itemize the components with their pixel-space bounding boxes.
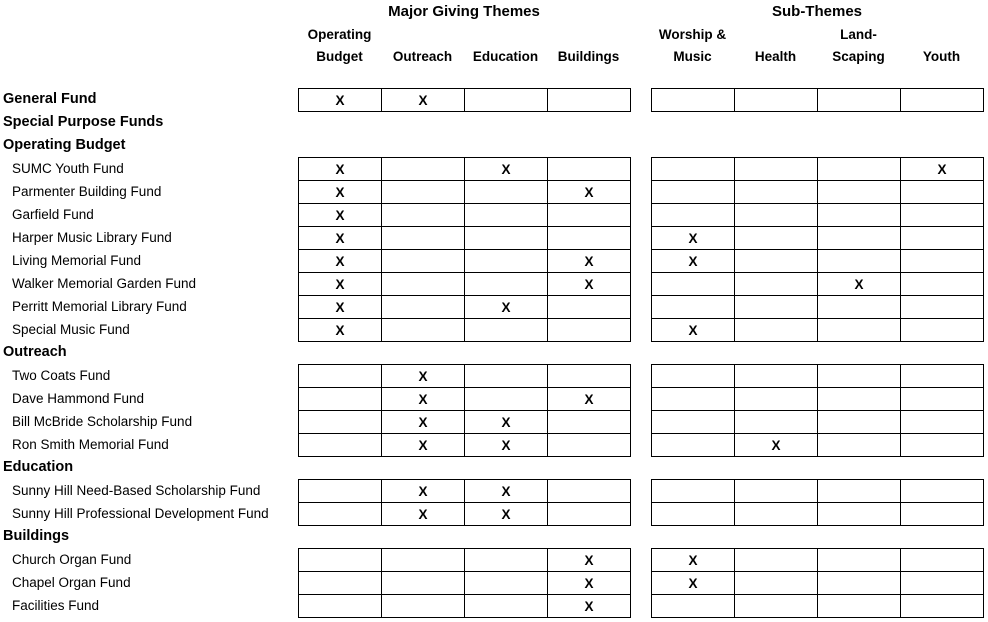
table-row (299, 158, 631, 181)
table-cell: X (652, 572, 735, 595)
table-row (652, 503, 984, 526)
sub-themes-grid (651, 157, 984, 342)
table-cell (735, 250, 818, 273)
table-cell (652, 503, 735, 526)
table-cell: X (548, 273, 631, 296)
table-cell: X (299, 296, 382, 319)
table-cell: X (382, 89, 465, 112)
table-cell (465, 365, 548, 388)
table-cell (901, 89, 984, 112)
sub-themes-grid (651, 364, 984, 457)
table-cell (382, 595, 465, 618)
table-cell (299, 595, 382, 618)
table-row (652, 89, 984, 112)
table-cell: X (901, 158, 984, 181)
table-row (652, 273, 984, 296)
table-cell (901, 227, 984, 250)
table-row (299, 503, 631, 526)
table-cell (735, 388, 818, 411)
table-cell (818, 434, 901, 457)
fund-name: Garfield Fund (12, 207, 94, 222)
table-cell (465, 204, 548, 227)
table-cell (735, 273, 818, 296)
table-cell: X (548, 572, 631, 595)
table-cell (735, 319, 818, 342)
table-cell (818, 480, 901, 503)
table-cell (548, 503, 631, 526)
major-column-header (381, 24, 464, 68)
table-cell: X (548, 595, 631, 618)
table-cell: X (299, 181, 382, 204)
sub-themes-grid (651, 479, 984, 526)
major-column-header (298, 24, 381, 68)
sub-column-header (651, 24, 734, 68)
table-cell (735, 549, 818, 572)
table-cell: X (299, 273, 382, 296)
table-cell (735, 595, 818, 618)
table-row (652, 296, 984, 319)
table-cell (465, 319, 548, 342)
fund-name: Walker Memorial Garden Fund (12, 276, 197, 291)
table-cell (548, 480, 631, 503)
table-row (652, 181, 984, 204)
table-cell: X (548, 549, 631, 572)
fund-name: Bill McBride Scholarship Fund (12, 414, 193, 429)
table-cell: X (652, 227, 735, 250)
table-row (299, 89, 631, 112)
table-cell (652, 204, 735, 227)
table-cell (548, 158, 631, 181)
table-cell (548, 411, 631, 434)
table-cell (652, 480, 735, 503)
sub-column-header (817, 24, 900, 68)
table-cell (818, 250, 901, 273)
fund-name: Special Music Fund (12, 322, 130, 337)
table-cell (652, 89, 735, 112)
table-row (652, 549, 984, 572)
table-cell (465, 549, 548, 572)
table-cell (299, 411, 382, 434)
table-cell: X (735, 434, 818, 457)
major-themes-grid (298, 548, 631, 618)
table-cell (901, 365, 984, 388)
column-header-line: Scaping (832, 49, 885, 64)
fund-name: Church Organ Fund (12, 552, 132, 567)
table-cell: X (465, 480, 548, 503)
fund-name: Two Coats Fund (12, 368, 111, 383)
table-cell (901, 204, 984, 227)
table-cell (735, 411, 818, 434)
table-cell (465, 250, 548, 273)
table-cell: X (382, 365, 465, 388)
table-cell: X (299, 227, 382, 250)
table-cell (818, 296, 901, 319)
table-cell (735, 572, 818, 595)
table-cell: X (548, 181, 631, 204)
section-heading: Education (3, 459, 74, 475)
table-row (652, 204, 984, 227)
table-cell (548, 204, 631, 227)
table-row (652, 365, 984, 388)
table-row (299, 434, 631, 457)
table-cell: X (299, 89, 382, 112)
table-cell (465, 227, 548, 250)
section-heading: Buildings (3, 528, 70, 544)
table-cell: X (818, 273, 901, 296)
table-cell (548, 434, 631, 457)
table-cell: X (548, 250, 631, 273)
column-header-line: Outreach (392, 49, 453, 64)
table-cell (652, 365, 735, 388)
major-themes-grid (298, 479, 631, 526)
table-row (652, 572, 984, 595)
fund-name: Facilities Fund (12, 598, 100, 613)
table-row (299, 388, 631, 411)
table-row (299, 411, 631, 434)
table-cell (818, 549, 901, 572)
table-row (652, 227, 984, 250)
table-cell (901, 250, 984, 273)
section-heading: General Fund (3, 91, 97, 107)
column-header-line (734, 24, 817, 46)
column-header-line: Land- (840, 27, 877, 42)
column-header-line: Youth (922, 49, 961, 64)
table-row (652, 434, 984, 457)
table-cell (382, 319, 465, 342)
table-cell (901, 549, 984, 572)
table-cell (299, 503, 382, 526)
table-cell: X (465, 296, 548, 319)
table-cell (548, 89, 631, 112)
table-cell (818, 572, 901, 595)
table-row (299, 204, 631, 227)
table-row (652, 250, 984, 273)
table-cell (818, 204, 901, 227)
table-row (299, 480, 631, 503)
table-cell (465, 388, 548, 411)
table-cell (382, 158, 465, 181)
table-cell (299, 434, 382, 457)
table-cell (299, 549, 382, 572)
major-themes-grid (298, 364, 631, 457)
section-heading: Special Purpose Funds (3, 114, 164, 130)
table-cell (818, 158, 901, 181)
table-cell (652, 158, 735, 181)
table-cell (901, 595, 984, 618)
major-themes-grid (298, 157, 631, 342)
table-cell (548, 227, 631, 250)
table-cell (901, 273, 984, 296)
table-cell (382, 273, 465, 296)
table-cell (548, 319, 631, 342)
table-cell: X (465, 158, 548, 181)
major-column-header (547, 24, 630, 68)
column-header-line: Education (472, 49, 539, 64)
table-cell (548, 296, 631, 319)
column-header-line: Music (673, 49, 712, 64)
table-cell (299, 365, 382, 388)
table-cell (465, 273, 548, 296)
table-cell (901, 480, 984, 503)
table-row (299, 250, 631, 273)
table-cell (382, 227, 465, 250)
table-cell (652, 273, 735, 296)
table-cell (382, 250, 465, 273)
section-heading: Operating Budget (3, 137, 126, 153)
table-cell (735, 480, 818, 503)
table-cell: X (652, 319, 735, 342)
table-cell (382, 572, 465, 595)
table-cell (901, 296, 984, 319)
table-cell (818, 503, 901, 526)
table-cell: X (299, 250, 382, 273)
table-cell (735, 204, 818, 227)
fund-name: Harper Music Library Fund (12, 230, 172, 245)
table-cell (652, 411, 735, 434)
table-cell (901, 181, 984, 204)
table-cell: X (299, 158, 382, 181)
table-row (652, 480, 984, 503)
table-row (652, 319, 984, 342)
table-cell: X (299, 319, 382, 342)
table-cell: X (299, 204, 382, 227)
table-cell: X (465, 503, 548, 526)
table-row (652, 388, 984, 411)
table-cell (465, 572, 548, 595)
column-header-line: Budget (316, 49, 363, 64)
table-cell (735, 365, 818, 388)
table-cell: X (652, 250, 735, 273)
sub-column-header (900, 24, 983, 68)
table-cell (818, 319, 901, 342)
table-cell (299, 388, 382, 411)
table-row (299, 595, 631, 618)
table-cell (652, 181, 735, 204)
table-cell (818, 388, 901, 411)
column-header-line: Operating (307, 27, 372, 42)
table-cell (735, 296, 818, 319)
table-cell: X (465, 411, 548, 434)
table-row (652, 158, 984, 181)
fund-name: Sunny Hill Professional Development Fund (12, 506, 269, 521)
sub-themes-grid (651, 548, 984, 618)
table-cell (901, 434, 984, 457)
fund-name: Dave Hammond Fund (12, 391, 145, 406)
table-row (652, 411, 984, 434)
section-heading: Outreach (3, 344, 67, 360)
column-header-line: Worship & (658, 27, 727, 42)
table-cell: X (382, 480, 465, 503)
major-themes-title: Major Giving Themes (388, 3, 540, 20)
column-header-line: Health (754, 49, 797, 64)
column-header-line (464, 24, 547, 46)
table-row (299, 549, 631, 572)
sub-themes-title: Sub-Themes (771, 3, 862, 20)
table-cell (818, 365, 901, 388)
sub-column-header (734, 24, 817, 68)
table-cell: X (382, 388, 465, 411)
table-row (299, 227, 631, 250)
table-row (299, 365, 631, 388)
fund-name: Perritt Memorial Library Fund (12, 299, 187, 314)
table-cell (901, 572, 984, 595)
fund-name: SUMC Youth Fund (12, 161, 124, 176)
table-cell (299, 480, 382, 503)
column-header-line (381, 24, 464, 46)
table-cell (548, 365, 631, 388)
fund-name: Chapel Organ Fund (12, 575, 131, 590)
table-cell (818, 227, 901, 250)
table-cell (901, 388, 984, 411)
table-cell (465, 181, 548, 204)
sub-themes-grid (651, 88, 984, 112)
table-cell (735, 503, 818, 526)
table-row (299, 181, 631, 204)
table-row (299, 273, 631, 296)
table-cell: X (652, 549, 735, 572)
table-cell (652, 434, 735, 457)
table-cell (901, 319, 984, 342)
table-cell (382, 296, 465, 319)
table-row (299, 296, 631, 319)
table-cell (735, 89, 818, 112)
table-cell (382, 181, 465, 204)
table-cell (818, 181, 901, 204)
table-cell (382, 204, 465, 227)
table-cell: X (382, 411, 465, 434)
table-cell (735, 227, 818, 250)
fund-name: Ron Smith Memorial Fund (12, 437, 169, 452)
table-cell (818, 595, 901, 618)
table-cell (818, 411, 901, 434)
fund-name: Living Memorial Fund (12, 253, 142, 268)
table-cell (735, 181, 818, 204)
column-header-line: Buildings (557, 49, 620, 64)
table-cell (299, 572, 382, 595)
table-cell (652, 595, 735, 618)
table-cell (382, 549, 465, 572)
major-column-header (464, 24, 547, 68)
table-row (652, 595, 984, 618)
fund-name: Parmenter Building Fund (12, 184, 162, 199)
table-cell (901, 503, 984, 526)
table-row (299, 319, 631, 342)
table-cell: X (465, 434, 548, 457)
column-header-line (547, 24, 630, 46)
table-cell (652, 388, 735, 411)
table-cell (901, 411, 984, 434)
column-header-line (900, 24, 983, 46)
table-cell: X (382, 503, 465, 526)
table-cell: X (548, 388, 631, 411)
table-row (299, 572, 631, 595)
table-cell (735, 158, 818, 181)
table-cell (652, 296, 735, 319)
table-cell (465, 89, 548, 112)
table-cell: X (382, 434, 465, 457)
table-cell (818, 89, 901, 112)
table-cell (465, 595, 548, 618)
fund-name: Sunny Hill Need-Based Scholarship Fund (12, 483, 261, 498)
major-themes-grid (298, 88, 631, 112)
